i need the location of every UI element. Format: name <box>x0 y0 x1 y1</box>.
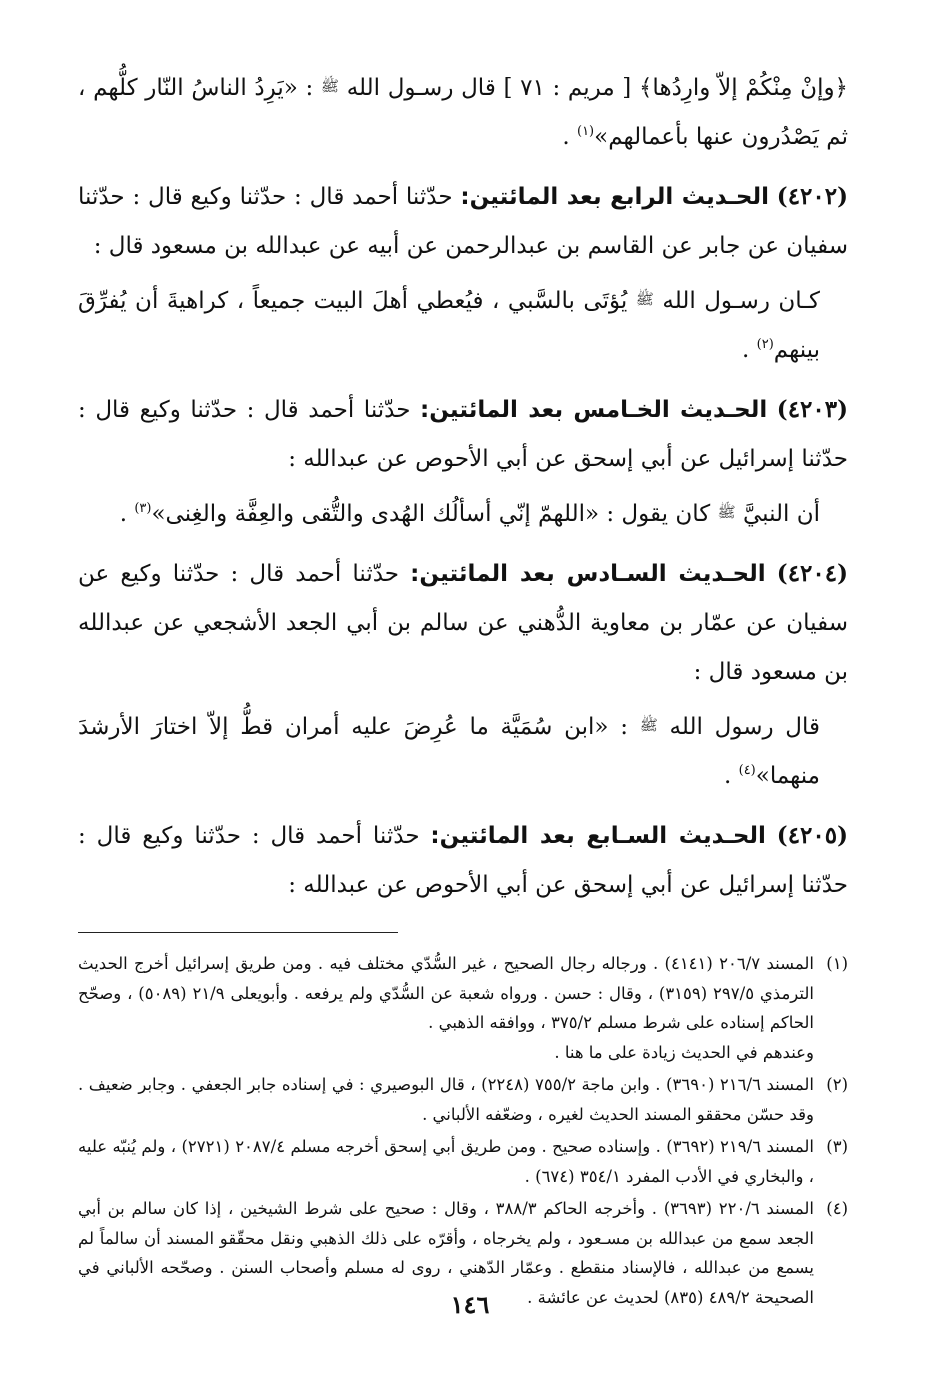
blessing-icon: ﷺ <box>717 503 736 521</box>
matn-end: . <box>723 763 732 789</box>
intro-paragraph <box>78 62 848 162</box>
footnote-number: (١) <box>826 954 848 973</box>
matn-body: يُؤتَى بالسَّبي ، فيُعطي أهلَ البيت جميعاً ، كراهيةَ أن يُفرِّقَ بينهم <box>78 288 820 363</box>
blessing-icon: ﷺ <box>635 290 654 308</box>
hadith-title: الحـديث الخـامس بعد المائتين: <box>420 397 768 423</box>
hadith-4203-chain <box>78 385 848 484</box>
blessing-icon: ﷺ <box>639 716 658 734</box>
quran-verse: ﴿وإنْ مِنْكُمْ إلاّ وارِدُها﴾ <box>638 75 849 101</box>
hadith-title: الحـديث السـابع بعد المائتين: <box>430 823 766 849</box>
hadith-number: (٤٢٠٥) <box>776 822 848 849</box>
hadith-chain: حدّثنا أحمد قال : حدّثنا وكيع قال : حدّثنا إسرائيل عن أبي إسحق عن أبي الأحوص عن عبدالله : <box>78 823 848 898</box>
footnote-text: المسند ٢١٦/٦ (٣٦٩٠) . وابن ماجة ٧٥٥/٢ (٢٢٤٨) ، قال البوصيري : في إسناده جابر الجعفي . وجابر ضعيف . وقد حسّن محققو المسند الحديث لغيره ، وضعّفه الألباني . <box>78 1075 814 1124</box>
footnote-mark-3[interactable]: (٣) <box>134 501 152 516</box>
footnote-body <box>78 1070 814 1129</box>
hadith-4205-chain <box>78 811 848 910</box>
hadith-number: (٤٢٠٢) <box>776 183 848 210</box>
matn-end: . <box>119 501 128 527</box>
hadith-4202-text <box>78 275 848 375</box>
hadith-chain: حدّثنا أحمد قال : حدّثنا وكيع قال : حدّثنا سفيان عن جابر عن القاسم بن عبدالرحمن عن أبيه عن عبدالله بن مسعود قال : <box>78 184 848 259</box>
matn-body: : «ابن سُمَيَّة ما عُرِضَ عليه أمران قطُّ إلاّ اختارَ الأرشدَ منهما» <box>78 714 820 789</box>
hadith-4204-text <box>78 701 848 801</box>
hadith-chain: حدّثنا أحمد قال : حدّثنا وكيع قال : حدّثنا إسرائيل عن أبي إسحق عن أبي الأحوص عن عبدالله : <box>78 397 848 472</box>
hadith-4202-chain <box>78 172 848 271</box>
footnote-text: المسند ٢٠٦/٧ (٤١٤١) . ورجاله رجال الصحيح ، غير السُّدّي مختلف فيه . ومن طريق إسرائيل أخرج الحديث الترمذي ٢٩٧/٥ (٣١٥٩) ، وقال : حسن . ورواه شعبة عن السُّدّي ولم يرفعه . وأبويعلى ٢١/٩ (٥٠٨٩) ، وصحّح الحاكم إسناده على شرط مسلم ٣٧٥/٢ ، ووافقه الذهبي . <box>78 954 815 1032</box>
intro-end: . <box>562 124 570 150</box>
hadith-number: (٤٢٠٣) <box>776 396 848 423</box>
page-number: ١٤٦ <box>450 1290 490 1319</box>
footnote-mark-1[interactable]: (١) <box>576 124 595 139</box>
matn-pre: قال رسول الله <box>669 714 821 740</box>
footnote-number: (٤) <box>826 1199 848 1218</box>
footnote-number: (٢) <box>826 1075 848 1094</box>
matn-end: . <box>742 337 750 363</box>
footnote-divider <box>78 932 398 933</box>
verse-reference: [ مريم : ٧١ ] <box>503 75 632 101</box>
matn-pre: كـان رسـول الله <box>662 288 820 314</box>
hadith-title: الحـديث الرابع بعد المائتين: <box>460 184 769 210</box>
intro-pre: قال رسـول الله <box>346 75 496 101</box>
main-text <box>78 62 848 910</box>
hadith-chain: حدّثنا أحمد قال : حدّثنا وكيع عن سفيان عن عمّار بن معاوية الدُّهني عن سالم بن أبي الجعد الأشجعي عن عبدالله بن مسعود قال : <box>78 561 848 685</box>
blessing-icon: ﷺ <box>320 77 340 95</box>
footnote-2 <box>78 1070 848 1129</box>
matn-body: كان يقول : «اللهمّ إنّي أسألُك الهُدى والتُّقى والعِفَّة والغِنى» <box>151 501 711 527</box>
footnote-3 <box>78 1132 848 1191</box>
footnote-body <box>78 1132 814 1191</box>
footnote-number: (٣) <box>826 1137 848 1156</box>
footnote-text: المسند ٢٢٠/٦ (٣٦٩٣) . وأخرجه الحاكم ٣٨٨/٣ ، وقال : صحيح على شرط الشيخين ، إذا كان سالم بن أبي الجعد سمع من عبدالله بن مسـعود ، ولم يخرجاه ، وأقرّه على ذلك الذهبي ونقل محقّقو المسند أن سالماً لم يسمع من عبدالله ، فالإسناد منقطع . وعمّار الدّهني ، روى له مسلم وأصحاب السنن . وصحّحه الألباني في الصحيحة ٤٨٩/٢ (٨٣٥) لحديث عن عائشة . <box>78 1199 814 1307</box>
hadith-number: (٤٢٠٤) <box>776 560 848 587</box>
hadith-title: الحـديث السـادس بعد المائتين: <box>410 561 766 587</box>
footnote-mark-2[interactable]: (٢) <box>756 337 774 352</box>
footnote-text: المسند ٢١٩/٦ (٣٦٩٢) . وإسناده صحيح . ومن طريق أبي إسحق أخرجه مسلم ٢٠٨٧/٤ (٢٧٢١) ، ولم يُنبّه عليه ، والبخاري في الأدب المفرد ٣٥٤/١ (٦٧٤) . <box>78 1137 814 1186</box>
footnotes <box>78 949 848 1312</box>
hadith-4204-chain <box>78 549 848 697</box>
footnote-mark-4[interactable]: (٤) <box>738 763 756 778</box>
footnote-1 <box>78 949 848 1067</box>
hadith-4203-text <box>78 488 848 539</box>
matn-pre: أن النبيَّ <box>742 501 820 527</box>
intro-quote: : «يَرِدُ الناسُ النّار كلُّهم ، ثم يَصْدُرون عنها بأعمالهم» <box>78 75 848 150</box>
footnote-body <box>78 949 814 1067</box>
footnote-extra: وعندهم في الحديث زيادة على ما هنا . <box>554 1042 814 1062</box>
